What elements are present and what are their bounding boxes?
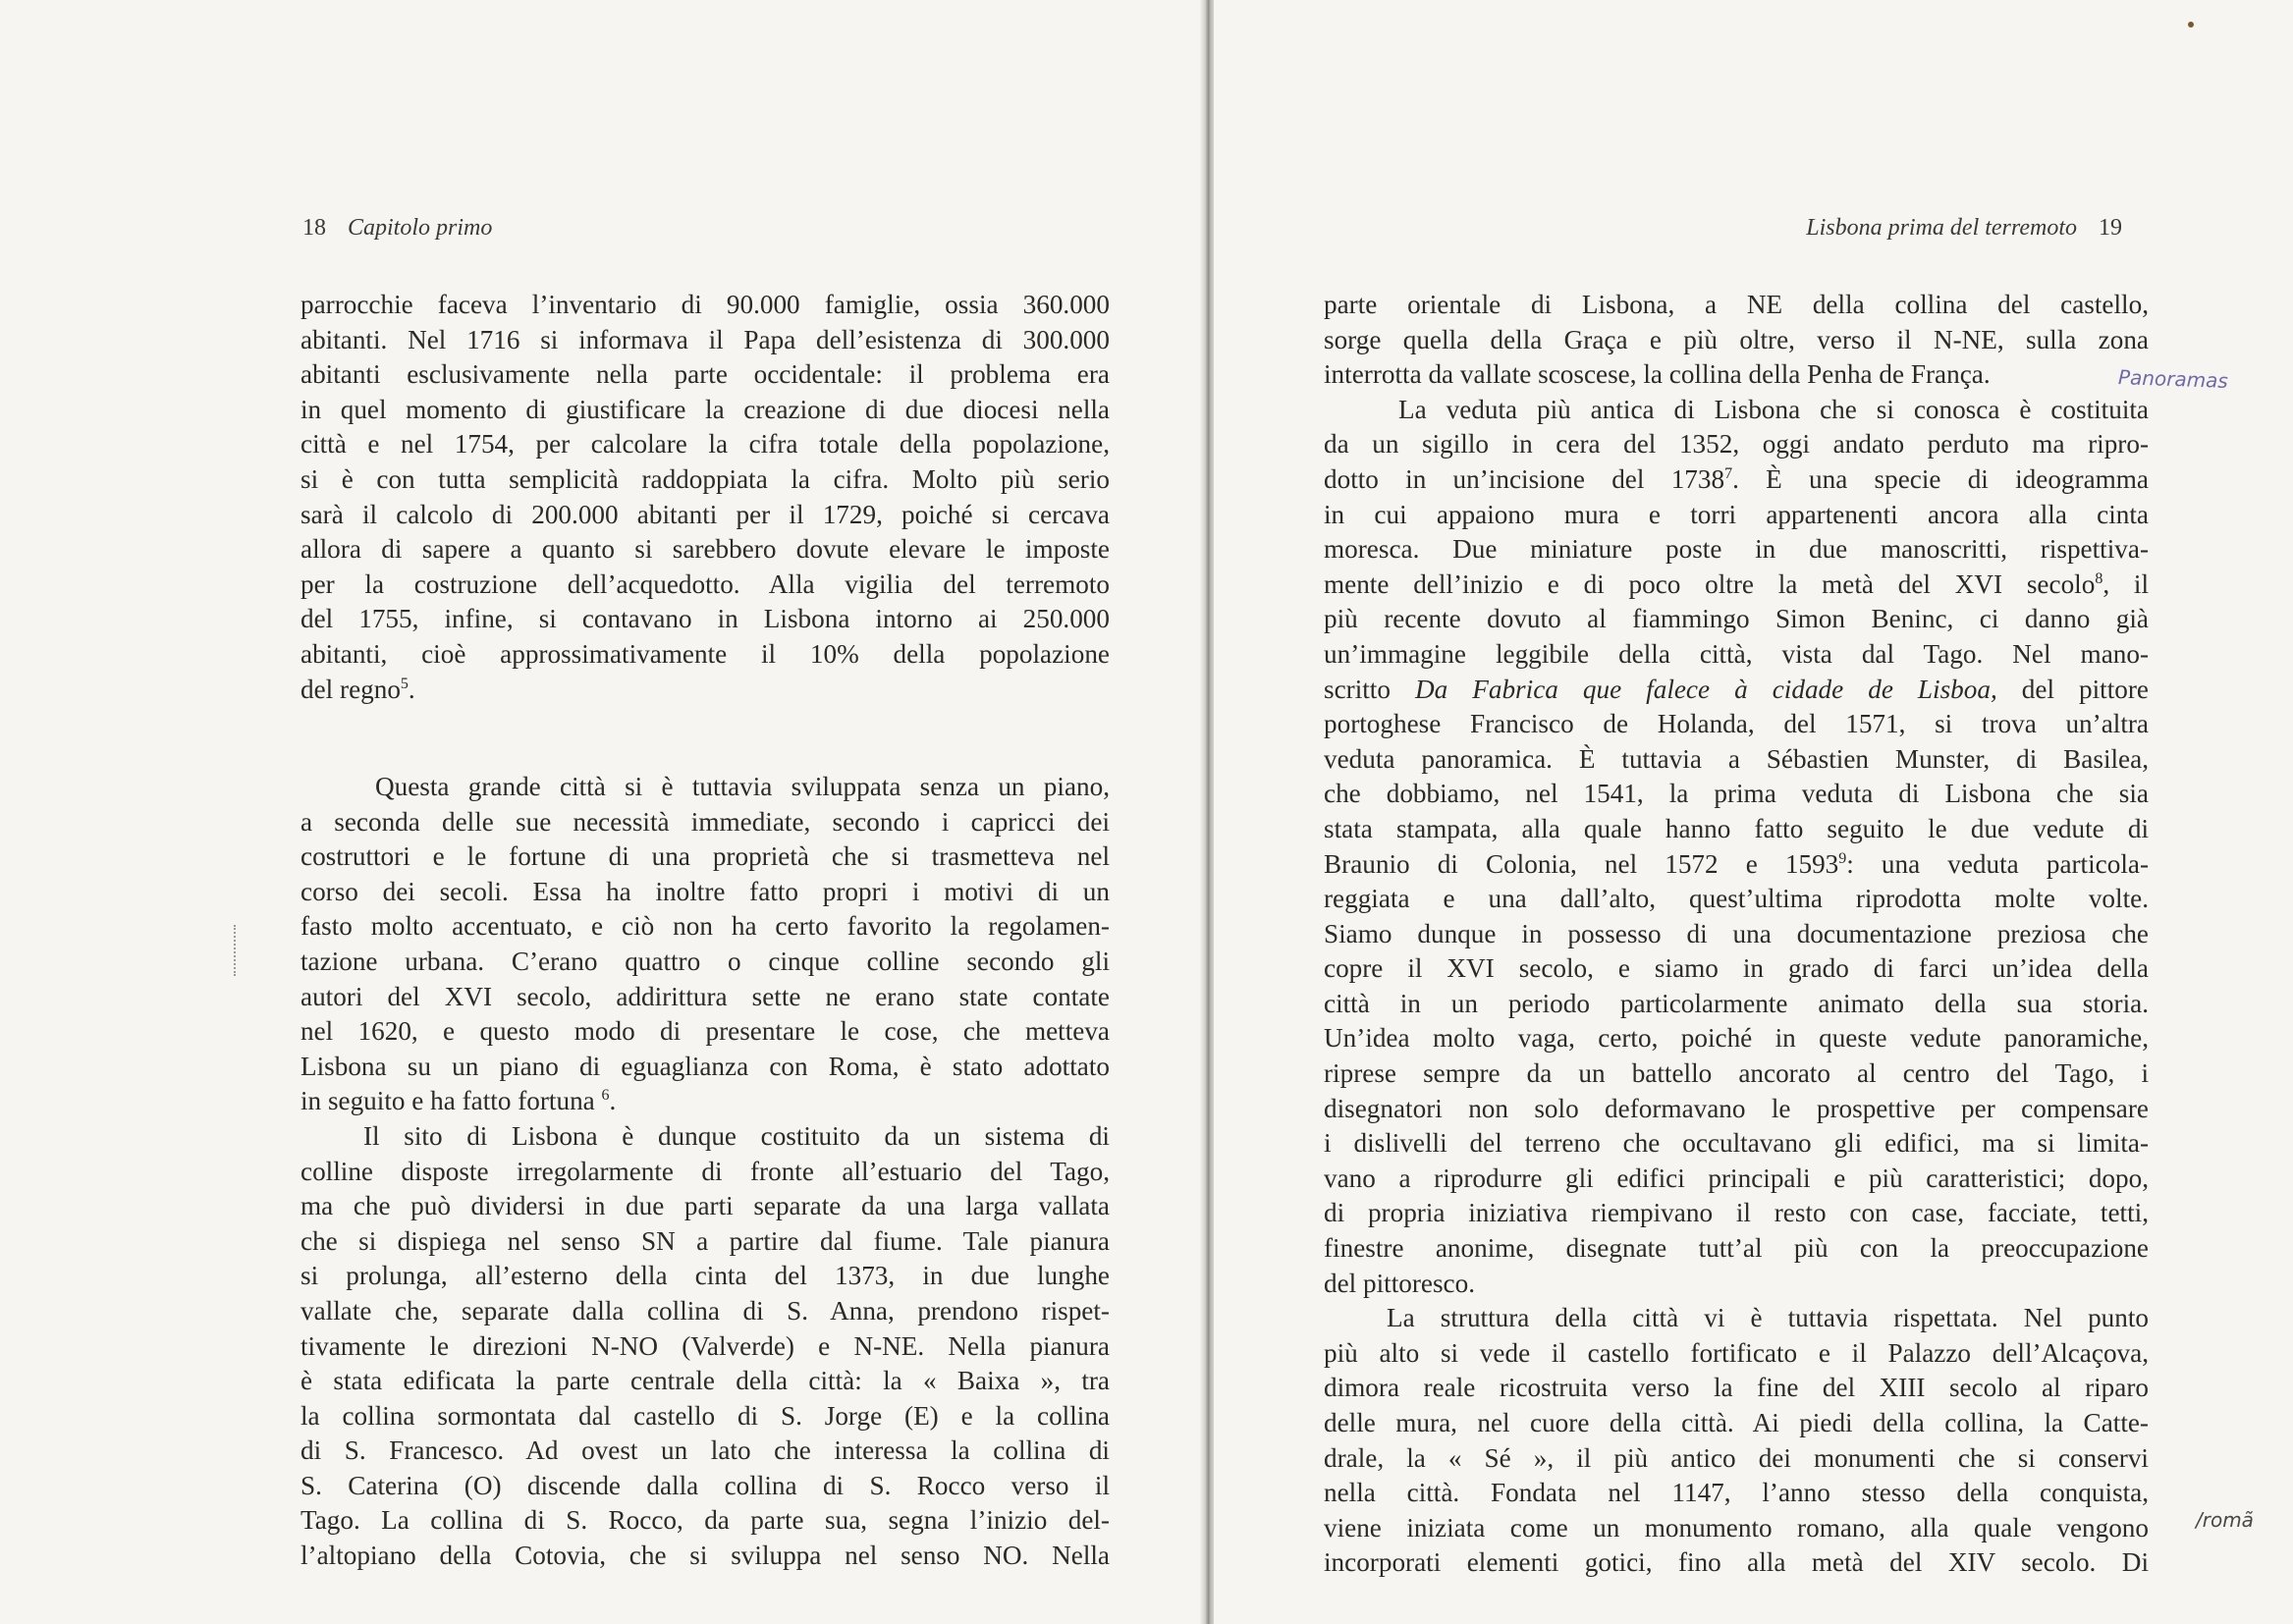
text-line: finestre anonime, disegnate tutt’al più con la preoccupazione: [1324, 1233, 2149, 1264]
footnote-marker: 5: [400, 675, 409, 692]
text-line: vallate che, separate dalla collina di S. Anna, prendono rispet-: [300, 1295, 1110, 1326]
left-chapter-title: Capitolo primo: [348, 215, 493, 241]
text-line: [1324, 568, 2149, 603]
text-line: sarà il calcolo di 200.000 abitanti per il 1729, poiché si cercava: [300, 499, 1110, 529]
left-paragraph-2-3: [300, 770, 1110, 1574]
right-running-header: [1806, 215, 2122, 242]
footnote-marker: 6: [601, 1087, 610, 1105]
text-line: più recente dovuto al fiammingo Simon Beninc, ci danno già: [1324, 604, 2149, 634]
footnote-marker: 8: [2095, 569, 2103, 587]
text-line: sorge quella della Graça e più oltre, verso il N-NE, sulla zona: [1324, 324, 2149, 354]
text-line: che si dispiega nel senso SN a partire dal fiume. Tale pianura: [300, 1225, 1110, 1256]
text-fragment: . È una specie di ideogramma: [1732, 463, 2149, 494]
text-line: allora di sapere a quanto si sarebbero dovute elevare le imposte: [300, 534, 1110, 565]
text-line: Tago. La collina di S. Rocco, da parte sua, segna l’inizio del-: [300, 1505, 1110, 1536]
text-line: più alto si vede il castello fortificato e il Palazzo dell’Alcaçova,: [1324, 1337, 2149, 1368]
text-line: tazione urbana. C’erano quattro o cinque colline secondo gli: [300, 946, 1110, 976]
text-line: in quel momento di giustificare la creazione di due diocesi nella: [300, 394, 1110, 424]
text-line: [1324, 847, 2149, 883]
text-line: si prolunga, all’esterno della cinta del 1373, in due lunghe: [300, 1261, 1110, 1291]
text-line: la collina sormontata dal castello di S. Jorge (E) e la collina: [300, 1400, 1110, 1431]
text-line: La struttura della città vi è tuttavia rispettata. Nel punto: [1387, 1303, 2149, 1333]
text-line: delle mura, nel cuore della città. Ai piedi della collina, la Catte-: [1324, 1408, 2149, 1437]
text-line: La veduta più antica di Lisbona che si conosca è costituita: [1398, 394, 2149, 424]
left-paragraph-1: [300, 288, 1110, 707]
text-line: abitanti esclusivamente nella parte occidentale: il problema era: [300, 359, 1110, 390]
text-fragment: dotto in un’incisione del 1738: [1324, 463, 1725, 494]
right-chapter-title: Lisbona prima del terremoto: [1806, 215, 2077, 241]
text-line: autori del XVI secolo, addirittura sette ne erano state contate: [300, 981, 1110, 1011]
text-line: del 1755, infine, si contavano in Lisbona intorno ai 250.000: [300, 604, 1110, 634]
text-line: parrocchie faceva l’inventario di 90.000 famiglie, ossia 360.000: [300, 290, 1110, 319]
text-line: del pittoresco.: [1324, 1268, 1476, 1298]
text-line: a seconda delle sue necessità immediate, secondo i capricci dei: [300, 806, 1110, 837]
text-line: drale, la « Sé », il più antico dei monumenti che si conservi: [1324, 1442, 2149, 1473]
text-line: disegnatori non solo deformavano le prospettive per compensare: [1324, 1093, 2149, 1123]
text-line: nella città. Fondata nel 1147, l’anno stesso della conquista,: [1324, 1478, 2149, 1508]
text-line: Siamo dunque in possesso di una documentazione preziosa che: [1324, 918, 2149, 948]
text-line: che dobbiamo, nel 1541, la prima veduta di Lisbona che sia: [1324, 779, 2149, 809]
text-line: si è con tutta semplicità raddoppiata la cifra. Molto più serio: [300, 463, 1110, 494]
text-line: del regno$^5$.: [300, 674, 415, 704]
text-fragment: Braunio di Colonia, nel 1572 e 1593: [1324, 848, 1839, 879]
text-line: da un sigillo in cera del 1352, oggi andato perduto ma ripro-: [1324, 429, 2149, 460]
margin-note-romano: /romã: [2196, 1508, 2254, 1532]
text-line: in cui appaiono mura e torri appartenenti ancora alla cinta: [1324, 499, 2149, 529]
text-line: stata stampata, alla quale hanno fatto seguito le due vedute di: [1324, 813, 2149, 843]
text-line: è stata edificata la parte centrale della città: la « Baixa », tra: [300, 1366, 1110, 1396]
text-line: Lisbona su un piano di eguaglianza con Roma, è stato adottato: [300, 1051, 1110, 1081]
text-line: parte orientale di Lisbona, a NE della collina del castello,: [1324, 290, 2149, 319]
text-line: tivamente le direzioni N-NO (Valverde) e N-NE. Nella pianura: [300, 1330, 1110, 1361]
text-fragment: , il: [2102, 568, 2149, 599]
text-line: di S. Francesco. Ad ovest un lato che interessa la collina di: [300, 1435, 1110, 1466]
text-line: ma che può dividersi in due parti separate da una larga vallata: [300, 1191, 1110, 1221]
italic-title: Da Fabrica que falece à cidade de Lisboa,: [1415, 674, 1997, 704]
text-line: in seguito e ha fatto fortuna $^6$.: [300, 1086, 617, 1116]
text-line: un’immagine leggibile della città, vista dal Tago. Nel mano-: [1324, 638, 2149, 669]
text-fragment: del pittore: [2021, 674, 2149, 704]
footnote-marker: 7: [1724, 464, 1733, 482]
text-line: abitanti. Nel 1716 si informava il Papa dell’esistenza di 300.000: [300, 324, 1110, 354]
right-text-column: [1324, 288, 2149, 1581]
text-line: interrotta da vallate scoscese, la collina della Penha de França.: [1324, 359, 1991, 390]
text-fragment: : una veduta particola-: [1846, 848, 2150, 879]
text-line: corso dei secoli. Essa ha inoltre fatto propri i motivi di un: [300, 876, 1110, 906]
text-fragment: mente dell’inizio e di poco oltre la metà del XVI secolo: [1324, 568, 2096, 599]
margin-note-panoramas: Panoramas: [2117, 365, 2229, 393]
margin-pencil-mark: [234, 925, 238, 976]
text-line: i dislivelli del terreno che occultavano gli edifici, ma si limita-: [1324, 1128, 2149, 1159]
left-page-number: 18: [302, 215, 326, 241]
text-line: per la costruzione dell’acquedotto. Alla vigilia del terremoto: [300, 568, 1110, 599]
scan-speck: [2188, 22, 2194, 27]
text-line: città e nel 1754, per calcolare la cifra totale della popolazione,: [300, 429, 1110, 460]
text-line: moresca. Due miniature poste in due manoscritti, rispettiva-: [1324, 534, 2149, 565]
text-line: nel 1620, e questo modo di presentare le cose, che metteva: [300, 1016, 1110, 1047]
text-line: [1324, 462, 2149, 498]
text-line: abitanti, cioè approssimativamente il 10% della popolazione: [300, 638, 1110, 669]
footnote-marker: 9: [1838, 849, 1847, 867]
text-line: portoghese Francisco de Holanda, del 1571, si trova un’altra: [1324, 709, 2149, 739]
right-page-number: 19: [2099, 215, 2122, 241]
text-line: costruttori e le fortune di una proprietà che si trasmetteva nel: [300, 841, 1110, 872]
text-line: reggiata e una dall’alto, quest’ultima riprodotta molte volte.: [1324, 884, 2149, 914]
text-line: incorporati elementi gotici, fino alla metà del XIV secolo. Di: [1324, 1547, 2149, 1578]
text-line: colline disposte irregolarmente di fronte all’estuario del Tago,: [300, 1156, 1110, 1186]
text-line: Il sito di Lisbona è dunque costituito da un sistema di: [363, 1120, 1110, 1151]
text-line: dimora reale ricostruita verso la fine del XIII secolo al riparo: [1324, 1373, 2149, 1403]
text-line: riprese sempre da un battello ancorato al centro del Tago, i: [1324, 1058, 2149, 1089]
left-running-header: [302, 215, 492, 242]
text-line: vano a riprodurre gli edifici principali e più caratteristici; dopo,: [1324, 1163, 2149, 1193]
text-fragment: scritto: [1324, 674, 1391, 704]
text-line: viene iniziata come un monumento romano, alla quale vengono: [1324, 1512, 2149, 1543]
text-line: S. Caterina (O) discende dalla collina di S. Rocco verso il: [300, 1470, 1110, 1500]
right-page: [1214, 0, 2293, 1624]
text-line: città in un periodo particolarmente animato della sua storia.: [1324, 988, 2149, 1018]
text-line: Questa grande città si è tuttavia sviluppata senza un piano,: [375, 772, 1110, 801]
text-line: di propria iniziativa riempivano il resto con case, facciate, tetti,: [1324, 1198, 2149, 1228]
text-line: copre il XVI secolo, e siamo in grado di farci un’idea della: [1324, 953, 2149, 984]
text-line: veduta panoramica. È tuttavia a Sébastien Munster, di Basilea,: [1324, 743, 2149, 774]
text-line: Un’idea molto vaga, certo, poiché in queste vedute panoramiche,: [1324, 1023, 2149, 1054]
text-line: [1324, 673, 2149, 708]
text-line: fasto molto accentuato, e ciò non ha certo favorito la regolamen-: [300, 911, 1110, 942]
text-line: l’altopiano della Cotovia, che si sviluppa nel senso NO. Nella: [300, 1541, 1110, 1571]
